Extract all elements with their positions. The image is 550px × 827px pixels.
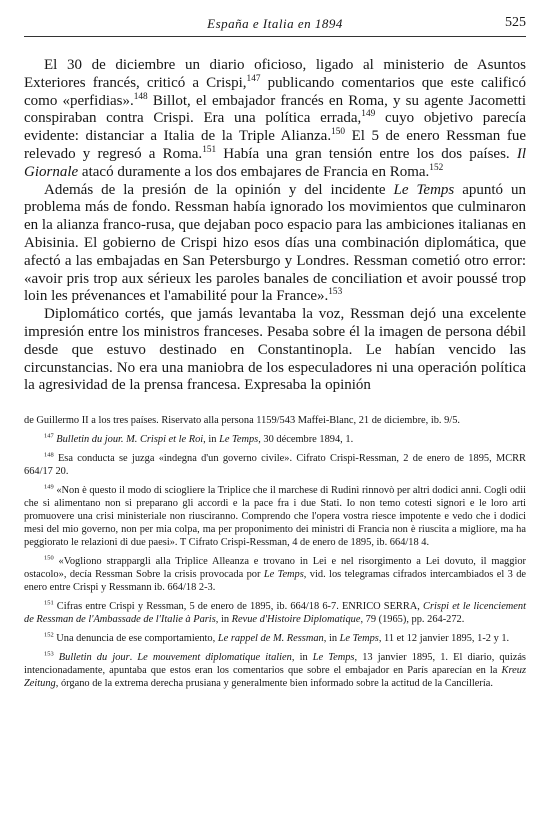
text-run: , 30 décembre 1894, 1. (258, 434, 354, 446)
footnote-ref: 150 (331, 127, 346, 138)
footnote-149 (24, 484, 526, 549)
footnotes (24, 414, 526, 690)
text-run: , in (291, 652, 313, 664)
page-number: 525 (505, 15, 526, 30)
footnote-153 (24, 651, 526, 690)
italic-title: Le Temps (263, 569, 304, 581)
italic-title: Le rappel de M. Ressman (217, 633, 324, 645)
footnote-ref: 150 (44, 554, 54, 562)
text-run: cuyo objetivo parecía evidente: distanciar a Italia de la Triple Alianza. (24, 110, 526, 145)
main-text (24, 57, 526, 395)
italic-title: Crispi et le licenciement de Ressman de l'Ambassade de l'Italie à Paris (24, 601, 526, 626)
text-run: El 5 de enero Ressman fue relevado y regresó a Roma. (24, 128, 526, 162)
italic-title: Bulletin du jour (58, 652, 130, 664)
footnote-ref: 152 (44, 631, 54, 639)
italic-title: Il Giornale (24, 145, 526, 180)
footnote-ref: 149 (361, 109, 376, 120)
text-run: El 30 de diciembre un diario oficioso, ligado al ministerio de Asuntos Exteriores francés, criticó a Crispi, (24, 57, 526, 91)
text-run: , 79 (1965), pp. 264-272. (360, 614, 465, 626)
body-paragraph (24, 182, 526, 307)
body-paragraph (24, 306, 526, 395)
footnote-147 (24, 433, 526, 446)
footnote-150 (24, 555, 526, 594)
footnote-ref: 151 (44, 599, 54, 607)
footnote-ref: 153 (44, 650, 54, 658)
footnote-148 (24, 452, 526, 478)
footnote-151 (24, 600, 526, 626)
italic-title: Le Temps (393, 181, 455, 198)
italic-title: Kreuz Zeitung (24, 665, 526, 690)
text-run: Billot, el embajador francés en Roma, y su agente Jacometti conspiraban contra Crispi. Era una política errada, (24, 92, 526, 127)
italic-title: Le Temps (312, 652, 355, 664)
italic-title: Revue d'Histoire Diplomatique (231, 614, 361, 626)
page-header (24, 14, 526, 37)
footnote-ref: 147 (44, 432, 54, 440)
text-run: , 11 et 12 janvier 1895, 1-2 y 1. (378, 633, 510, 645)
text-run: Una denuncia de ese comportamiento, (53, 633, 218, 645)
footnote-ref: 152 (429, 162, 444, 173)
text-run: publicando comentarios que este calificó como «perfidias». (24, 74, 526, 109)
italic-title: Le mouvement diplomatique italien (137, 652, 292, 664)
running-head: España e Italia en 1894 (207, 16, 343, 31)
footnote-ref: 148 (44, 451, 54, 459)
text-run: Había una gran tensión entre los dos países. (216, 145, 517, 162)
footnote-ref: 148 (133, 91, 148, 102)
text-run: «Vogliono strappargli alla Triplice Alleanza e trovano in Lei e nel risorgimento a Lei dovuto, il maggior ostacolo», decía Ressman Sobre la crisis provocada por (24, 556, 526, 581)
text-run: Cifras entre Crispi y Ressman, 5 de enero de 1895, ib. 664/18 6-7. ENRICO SERRA, (53, 601, 424, 613)
footnote-ref: 147 (246, 73, 261, 84)
italic-title: Le Temps (219, 434, 259, 446)
text-run: , in (323, 633, 340, 645)
text-run: , vid. los telegramas cifrados intercambiados el 3 de enero entre Crispi y Ressmann ib. 664/18 2-3. (24, 569, 527, 594)
text-run: Diplomático cortés, que jamás levantaba la voz, Ressman dejó una excelente impresión entre los ministros franceses. Pesaba sobre él la imagen de persona débil desde que estuvo destinado en Constantinopla. Le habían vencido las circunstancias. No era una maniobra de los especuladores ni una operación política la agresividad de la prensa francesa. Expresaba la opinión (24, 306, 526, 394)
footnote-continuation (24, 414, 526, 427)
footnote-ref: 153 (328, 287, 343, 298)
footnote-ref: 151 (202, 144, 217, 155)
footnote-152 (24, 632, 526, 645)
italic-title: Le Temps (339, 633, 379, 645)
text-run: Esa conducta se juzga «indegna d'un governo civile». Cifrato Crispi-Ressman, 2 de enero de 1895, MCRR 664/17 20. (24, 453, 526, 478)
text-run: de Guillermo II a los tres países. Riservato alla persona 1159/543 Maffei-Blanc, 21 de diciembre, ib. 9/5. (24, 415, 461, 427)
text-run: , 13 janvier 1895, 1. El diario, quizás intencionadamente, apuntaba que estos eran los comentarios que sobre el embajador en París aparecían en la (24, 652, 526, 677)
text-run: atacó duramente a los dos embajares de Francia en Roma. (78, 163, 430, 180)
text-run: . (129, 652, 138, 664)
text-run: , in (203, 434, 220, 446)
text-run: , in (215, 614, 232, 626)
text-run: apuntó un problema más de fondo. Ressman había ignorado los movimientos que culminaron en la alianza franco-rusa, que dejaban poco espacio para las ambiciones italianas en Abisinia. El gobierno de Crispi hizo esos días una combinación diplomática, que afectó a las embajadas en San Petersburgo y Londres. Ressman cometió otro error: «avoir pris trop aux sérieux les paroles banales de conciliation et avoir poussé trop loin les prévenances et l'amabilité pour la France». (24, 181, 527, 305)
text-run: , órgano de la extrema derecha prusiana y generalmente bien informado sobre la actitud de la Cancillería. (55, 678, 493, 690)
italic-title: Bulletin du jour. M. Crispi et le Roi (56, 434, 204, 446)
footnote-ref: 149 (44, 483, 54, 491)
body-paragraph (24, 57, 526, 182)
text-run: Además de la presión de la opinión y del incidente (44, 181, 394, 198)
text-run: «Non è questo il modo di sciogliere la Triplice che il marchese di Rudinì rinnovò per altri dodici anni. Cogli odii che si alimentano non si preparano gli accordi e la pace fra i due Stati. Io non temo cotesti signori e le loro arti promuovere una crisi ministeriale non riusciranno. Comprendo che l'opera vostra riesce impotente e vedo che i dodici mesi del mio governo, non per mia colpa, ma per proponimento dei ministri di Francia non è riuscita a migliore, ma ha peggiorato le relazioni di due paesi». T Cifrato Crispi-Ressman, 4 de enero de 1895, ib. 664/18 4. (24, 485, 526, 549)
